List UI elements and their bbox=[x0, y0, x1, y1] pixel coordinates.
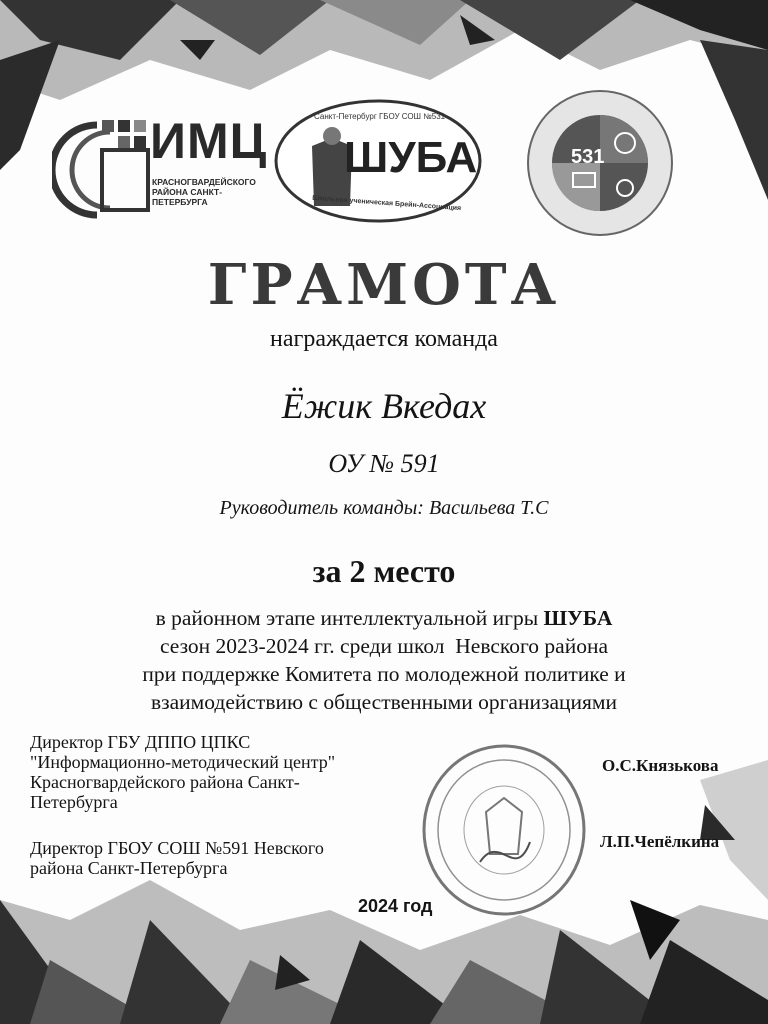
signatory-name-2: Л.П.Чепёлкина bbox=[600, 832, 720, 851]
sig2-position-line2: района Санкт-Петербурга bbox=[30, 858, 228, 878]
description-line2: сезон 2023-2024 гг. среди школ Невского района bbox=[159, 634, 609, 658]
shuba-bottom-text: Школьная ученическая Брейн-Ассоциация bbox=[311, 194, 462, 213]
signature-block-1 bbox=[30, 732, 450, 812]
shuba-title: ШУБА bbox=[344, 133, 478, 182]
school-number: 531 bbox=[571, 146, 605, 168]
shuba-logo bbox=[272, 96, 484, 226]
game-name: ШУБА bbox=[543, 606, 613, 630]
school-531-logo bbox=[525, 88, 675, 238]
place-award: за 2 место bbox=[312, 553, 456, 589]
certificate-year: 2024 год bbox=[358, 896, 433, 916]
description-line4: взаимодействию с общественными организациями bbox=[150, 690, 618, 714]
imc-emblem-icon bbox=[52, 110, 152, 220]
sig1-position-line1: Директор ГБУ ДППО ЦПКС bbox=[30, 732, 251, 752]
imc-logo bbox=[52, 110, 268, 220]
imc-title: ИМЦ bbox=[150, 113, 268, 169]
award-description bbox=[0, 604, 768, 716]
description-line1: в районном этапе интеллектуальной игры bbox=[155, 606, 544, 630]
imc-subtitle: КРАСНОГВАРДЕЙСКОГО РАЙОНА САНКТ-ПЕТЕРБУРГА bbox=[152, 177, 256, 207]
sig1-position-line2: "Информационно-методический центр" bbox=[30, 752, 336, 772]
signature-block-2 bbox=[30, 838, 420, 878]
team-name: Ёжик Вкедах bbox=[281, 386, 487, 426]
sig1-position-line4: Петербурга bbox=[30, 792, 118, 812]
sig2-position-line1: Директор ГБОУ СОШ №591 Невского bbox=[30, 838, 324, 858]
shuba-top-text: Санкт-Петербург ГБОУ СОШ №531 bbox=[314, 112, 446, 121]
certificate-title: ГРАМОТА bbox=[207, 252, 561, 318]
school-name: ОУ № 591 bbox=[328, 449, 440, 478]
awarded-line: награждается команда bbox=[270, 326, 498, 352]
team-leader: Руководитель команды: Васильева Т.С bbox=[219, 497, 549, 519]
description-line3: при поддержке Комитета по молодежной политике и bbox=[142, 662, 626, 686]
signatory-name-1: О.С.Князькова bbox=[602, 756, 719, 775]
sig1-position-line3: Красногвардейского района Санкт- bbox=[30, 772, 300, 792]
